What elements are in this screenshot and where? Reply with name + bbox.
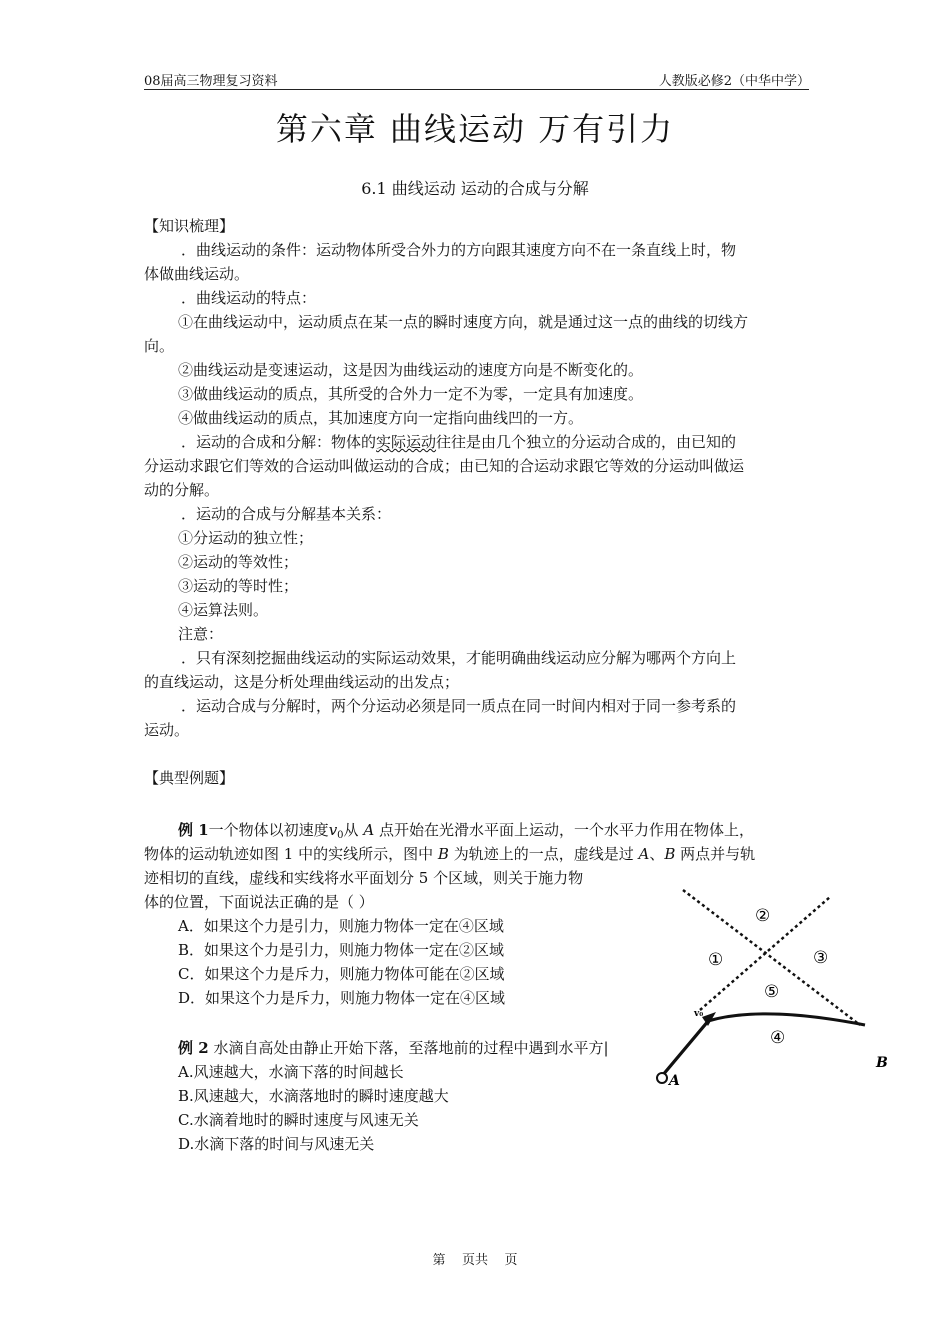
example-1-option-c: C．如果这个力是斥力，则施力物体可能在②区域 — [178, 965, 505, 983]
velocity-label: v₀ — [694, 1009, 704, 1019]
note-2a: ．运动合成与分解时，两个分运动必须是同一质点在同一时间内相对于同一参考系的 — [181, 697, 737, 715]
examples-heading: 【典型例题】 — [144, 769, 235, 787]
point-3a-pre: ．运动的合成和分解：物体的 — [181, 433, 377, 451]
trajectory-curve — [662, 1014, 865, 1076]
region-3-label: ③ — [813, 948, 829, 968]
ex1-t2b: 为轨迹上的一点，虚线是过 — [453, 845, 634, 863]
knowledge-point-3a — [181, 430, 847, 454]
point-b-label: B — [876, 1055, 888, 1071]
example-1-line-2 — [144, 842, 810, 866]
relation-3: ③运动的等时性； — [178, 577, 299, 595]
velocity-line — [662, 1019, 710, 1076]
knowledge-point-3c: 动的分解。 — [144, 481, 220, 499]
example-2-option-c: C.水滴着地时的瞬时速度与风速无关 — [178, 1111, 419, 1129]
ex2-text: 水滴自高处由静止开始下落，至落地前的过程中遇到水平方| — [213, 1039, 609, 1057]
example-1-option-d: D．如果这个力是斥力，则施力物体一定在④区域 — [178, 989, 506, 1007]
ex1-t1a: 一个物体以初速度 — [208, 821, 329, 839]
example-1-line-3: 迹相切的直线，虚线和实线将水平面划分 5 个区域，则关于施力物 — [144, 869, 584, 887]
region-5-label: ⑤ — [764, 982, 780, 1002]
example-2-line-1 — [178, 1036, 648, 1060]
example-2-label: 例 2 — [178, 1039, 209, 1057]
example-1-label: 例 1 — [178, 821, 209, 839]
point-a-ref-2: A — [638, 845, 650, 863]
ex1-t2a: 物体的运动轨迹如图 1 中的实线所示，图中 — [144, 845, 434, 863]
ex1-t2d: 、 — [649, 845, 665, 863]
note-2b: 运动。 — [144, 721, 190, 739]
knowledge-feature-4: ④做曲线运动的质点，其加速度方向一定指向曲线凹的一方。 — [178, 409, 584, 427]
knowledge-feature-1b: 向。 — [144, 337, 175, 355]
point-b-ref-2: B — [664, 845, 676, 863]
ex1-t2f: 两点并与轨 — [680, 845, 756, 863]
example-1-line-4: 体的位置，下面说法正确的是（ ） — [144, 893, 374, 911]
ex1-t1c: 点开始在光滑水平面上运动，一个水平力作用在物体上， — [378, 821, 754, 839]
note-1b: 的直线运动，这是分析处理曲线运动的出发点； — [144, 673, 460, 691]
ex1-t1b: 从 — [343, 821, 359, 839]
example-2-option-a: A.风速越大，水滴下落的时间越长 — [178, 1063, 404, 1081]
knowledge-point-2: ．曲线运动的特点： — [181, 289, 317, 307]
point-a-ref: A — [363, 821, 375, 839]
knowledge-feature-1a: ①在曲线运动中，运动质点在某一点的瞬时速度方向，就是通过这一点的曲线的切线方 — [178, 313, 749, 331]
page-footer: 第 页共 页 — [432, 1253, 518, 1268]
region-1-label: ① — [708, 950, 724, 970]
knowledge-heading: 【知识梳理】 — [144, 217, 235, 235]
v0-subscript: 0 — [337, 830, 344, 841]
example-1-option-b: B．如果这个力是引力，则施力物体一定在②区域 — [178, 941, 505, 959]
knowledge-feature-2: ②曲线运动是变速运动，这是因为曲线运动的速度方向是不断变化的。 — [178, 361, 644, 379]
note-label: 注意： — [178, 625, 224, 643]
header-rule — [144, 89, 809, 90]
knowledge-feature-3: ③做曲线运动的质点，其所受的合外力一定不为零，一定具有加速度。 — [178, 385, 644, 403]
region-4-label: ④ — [770, 1028, 786, 1048]
point-a-marker — [657, 1073, 667, 1083]
note-1a: ．只有深刻挖掘曲线运动的实际运动效果，才能明确曲线运动应分解为哪两个方向上 — [181, 649, 737, 667]
example-2-option-b: B.风速越大，水滴落地时的瞬时速度越大 — [178, 1087, 449, 1105]
example-1-option-a: A．如果这个力是引力，则施力物体一定在④区域 — [178, 917, 504, 935]
relation-2: ②运动的等效性； — [178, 553, 299, 571]
point-3a-post: 往往是由几个独立的分运动合成的，由已知的 — [436, 433, 737, 451]
region-2-label: ② — [755, 906, 771, 926]
point-b-ref: B — [437, 845, 449, 863]
knowledge-point-4: ．运动的合成与分解基本关系： — [181, 505, 392, 523]
actual-motion-term: 实际运动 — [376, 433, 437, 451]
knowledge-point-1b: 体做曲线运动。 — [144, 265, 250, 283]
knowledge-point-3b: 分运动求跟它们等效的合运动叫做运动的合成；由已知的合运动求跟它等效的分运动叫做运 — [144, 457, 745, 475]
relation-4: ④运算法则。 — [178, 601, 269, 619]
section-title: 6.1 曲线运动 运动的合成与分解 — [361, 179, 589, 198]
knowledge-point-1a: ．曲线运动的条件：运动物体所受合外力的方向跟其速度方向不在一条直线上时，物 — [181, 241, 737, 259]
header-left: 08届高三物理复习资料 — [144, 74, 278, 89]
figure-1-trajectory — [650, 885, 910, 1095]
example-2-option-d: D.水滴下落的时间与风速无关 — [178, 1135, 375, 1153]
v0-symbol: v — [328, 821, 338, 839]
chapter-title: 第六章 曲线运动 万有引力 — [275, 110, 675, 148]
point-a-label: A — [669, 1073, 680, 1089]
header-right: 人教版必修2（中华中学） — [658, 74, 810, 89]
relation-1: ①分运动的独立性； — [178, 529, 314, 547]
